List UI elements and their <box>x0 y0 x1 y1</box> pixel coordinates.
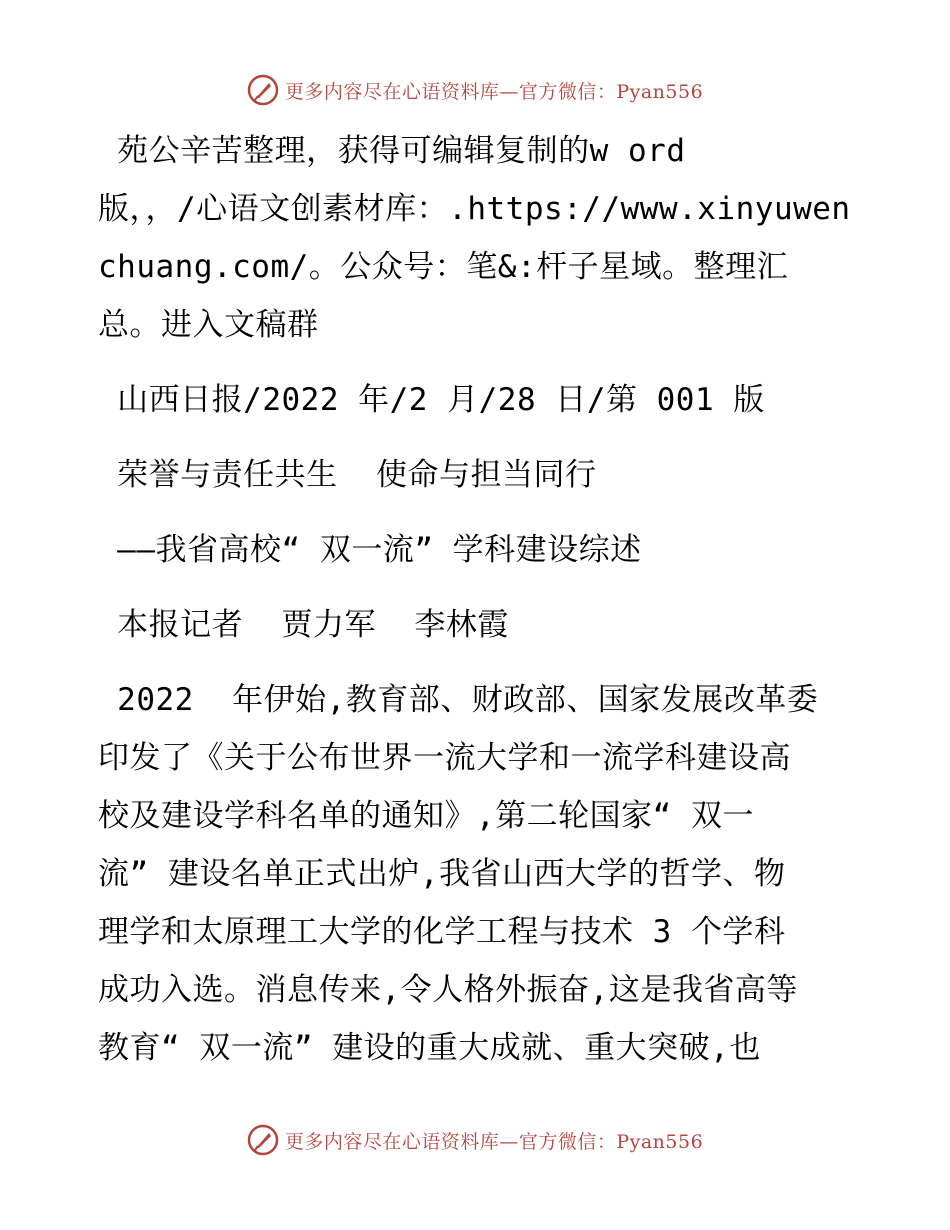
body-line: 成功入选。消息传来,令人格外振奋,这是我省高等 <box>98 972 798 1008</box>
body-line: 流” 建设名单正式出炉,我省山西大学的哲学、物 <box>98 856 786 892</box>
byline: 本报记者 贾力军 李林霞 <box>98 607 509 643</box>
intro-line: 苑公辛苦整理，获得可编辑复制的w ord <box>98 133 686 169</box>
header-watermark-banner <box>0 70 950 110</box>
body-line: 2022 年伊始,教育部、财政部、国家发展改革委 <box>98 682 819 718</box>
body-line: 印发了《关于公布世界一流大学和一流学科建设高 <box>98 740 791 776</box>
intro-line: 总。进入文稿群 <box>98 307 319 343</box>
intro-line: chuang.com/。公众号：笔&:杆子星域。整理汇 <box>98 249 789 285</box>
feather-pen-logo-icon <box>247 74 279 106</box>
watermark-text: 更多内容尽在心语资料库—官方微信：Pyan556 <box>284 80 704 103</box>
footer-watermark-banner <box>0 1120 950 1160</box>
feather-pen-logo-icon <box>247 1124 279 1156</box>
body-line: 理学和太原理工大学的化学工程与技术 3 个学科 <box>98 914 786 950</box>
intro-line: 版，，/心语文创素材库：.https://www.xinyuwen <box>98 191 851 227</box>
article-subheadline: ——我省高校“ 双一流” 学科建设综述 <box>98 532 642 568</box>
body-line: 教育“ 双一流” 建设的重大成就、重大突破,也 <box>98 1030 761 1066</box>
article-headline: 荣誉与责任共生 使命与担当同行 <box>98 457 597 493</box>
body-line: 校及建设学科名单的通知》,第二轮国家“ 双一 <box>98 798 754 834</box>
document-body <box>98 122 858 1077</box>
source-line: 山西日报/2022 年/2 月/28 日/第 001 版 <box>98 382 765 418</box>
watermark-text: 更多内容尽在心语资料库—官方微信：Pyan556 <box>284 1130 704 1153</box>
